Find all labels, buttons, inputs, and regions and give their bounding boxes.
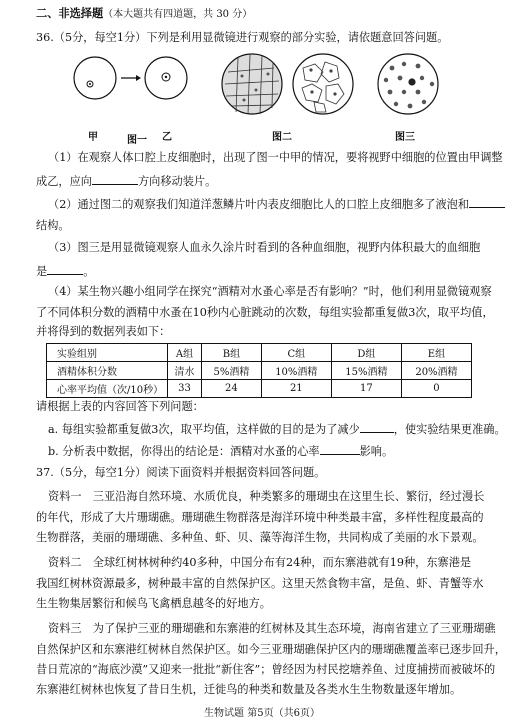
- q36-p2-line1: [48, 196, 508, 212]
- fig3-blood-smear: [378, 54, 438, 114]
- table-row: [47, 380, 472, 398]
- table-cell: E组: [401, 344, 471, 362]
- q37-m1-l1: 资料一 三亚沿海自然环境、水质优良，种类繁多的珊瑚虫在这里生长、繁衍，经过漫长: [48, 490, 485, 503]
- q37-m1-l2: 的年代，形成了大片珊瑚礁。珊瑚礁生物群落是海洋环境中种类最丰富，多样性程度最高的: [36, 511, 484, 524]
- q37-intro: 37.（5分，每空1分）阅读下面资料并根据资料回答问题。: [36, 466, 326, 479]
- table-cell: A组: [168, 344, 202, 362]
- fig1-jia-circle: [74, 57, 116, 99]
- fig-label-yi: 乙: [162, 132, 172, 143]
- q36-p1-line1: （1）在观察人体口腔上皮细胞时，出现了图一中甲的情况，要将视野中细胞的位置由甲调整: [48, 151, 503, 164]
- q36-p4-line1: （4）某生物兴趣小组同学在探究“酒精对水蚤心率是否有影响？”时，他们利用显微镜观察: [48, 285, 492, 298]
- table-cell: 清水: [168, 362, 202, 380]
- q37-m2-l1: 资料二 全球红树林树种约40多种，中国分布有24种，而东寨港就有19种，东寨港是: [48, 556, 472, 569]
- fig1-yi-circle: [145, 57, 187, 99]
- q36-b-text-2: 影响。: [359, 445, 394, 458]
- answer-blank-3: [47, 263, 83, 275]
- answer-blank-5: [320, 443, 360, 455]
- section-title: 二、非选择题: [36, 6, 104, 20]
- answer-blank-4: [360, 421, 394, 433]
- q36-p1-text-a: 成乙，应向: [36, 175, 92, 188]
- data-table: [46, 343, 472, 398]
- q37-m2-l3: 生生物集居繁衍和候鸟飞禽栖息越冬的好地方。: [36, 597, 271, 610]
- q36-p3-line2: [36, 263, 496, 279]
- q36-p2-line2: 结构。: [36, 219, 70, 232]
- table-cell: 0: [401, 380, 471, 398]
- figure-area: [70, 52, 450, 126]
- section-heading: [36, 6, 496, 22]
- table-cell: 33: [168, 380, 202, 398]
- page-footer: 生物试题 第5页（共6页）: [204, 708, 320, 719]
- table-cell: 实验组别: [47, 344, 168, 362]
- table-cell: D组: [331, 344, 401, 362]
- q37-m3-l2: 自然保护区和东寨港红树林自然保护区。如今三亚珊瑚礁保护区内的珊瑚礁覆盖率已逐步回升，: [36, 643, 506, 656]
- table-cell: 酒精体积分数: [47, 362, 168, 380]
- q36-intro: 36.（5分，每空1分）下列是利用显微镜进行观察的部分实验，请依题意回答问题。: [36, 31, 449, 44]
- q36-p3-text-b: 。: [83, 265, 95, 278]
- fig2-cheek-cells: [293, 54, 353, 114]
- table-cell: 心率平均值（次/10秒）: [47, 380, 168, 398]
- fig-label-2: 图二: [272, 132, 292, 143]
- q36-p4-line3: 并将得到的数据列表如下：: [36, 325, 171, 338]
- q37-m1-l3: 生物群落，美丽的珊瑚礁、多种鱼、虾、贝、藻等海洋生物，共同构成了美丽的水下景观。: [36, 531, 484, 544]
- table-cell: 15%酒精: [331, 362, 401, 380]
- fig-label-jia: 甲: [88, 132, 98, 143]
- q36-p4-line2: 了不同体积分数的酒精中水蚤在10秒内心脏跳动的次数，每组实验都重复做3次，取平均值，: [36, 306, 494, 319]
- table-cell: 17: [331, 380, 401, 398]
- fig-label-3: 图三: [395, 132, 415, 143]
- answer-blank-1: [92, 173, 138, 185]
- q36-b-text-1: b. 分析表中数据，你得出的结论是：酒精对水蚤的心率: [48, 445, 320, 458]
- q37-m3-l4: 东寨港红树林也恢复了昔日生机，迁徙鸟的种类和数量及各类水生生物数量逐年增加。: [36, 683, 462, 696]
- q36-a: [48, 421, 508, 437]
- q37-m3-l3: 昔日荒凉的“海底沙漠”又迎来一批批“新住客”；曾经因为村民挖塘养鱼、过度捕捞而被破坏的: [36, 663, 496, 676]
- section-note: （本大题共有四道题，共 30 分）: [103, 9, 253, 20]
- q36-after-table: 请根据上表的内容回答下列问题：: [36, 400, 204, 413]
- fig-label-1: 图一: [127, 135, 147, 146]
- table-cell: 10%酒精: [261, 362, 331, 380]
- q36-a-text-2: ，使实验结果更准确。: [393, 423, 506, 436]
- q36-p1-line2: [36, 173, 496, 189]
- q36-p1-text-b: 方向移动装片。: [137, 175, 217, 188]
- q36-p3-text-a: 是: [36, 265, 48, 278]
- arrow-icon: [121, 75, 141, 81]
- table-cell: 21: [261, 380, 331, 398]
- table-cell: B组: [202, 344, 262, 362]
- q36-p2-text: （2）通过图二的观察我们知道洋葱鳞片叶内表皮细胞比人的口腔上皮细胞多了液泡和: [48, 198, 470, 211]
- table-cell: 20%酒精: [401, 362, 471, 380]
- table-row: [47, 362, 472, 380]
- fig2-onion-cells: [222, 54, 282, 114]
- q37-m2-l2: 我国红树林资源最多，树种最丰富的自然保护区。这里天然食物丰富，是鱼、虾、青蟹等水: [36, 577, 484, 590]
- table-cell: 5%酒精: [202, 362, 262, 380]
- q36-b: [48, 443, 508, 459]
- table-cell: C组: [261, 344, 331, 362]
- q36-a-text-1: a. 每组实验都重复做3次，取平均值，这样做的目的是为了减少: [48, 423, 360, 436]
- answer-blank-2: [469, 196, 505, 208]
- table-cell: 24: [202, 380, 262, 398]
- table-header-row: [47, 344, 472, 362]
- q37-m3-l1: 资料三 为了保护三亚的珊瑚礁和东寨港的红树林及其生态环境，海南省建立了三亚珊瑚礁: [48, 622, 496, 635]
- q36-p3-line1: （3）图三是用显微镜观察人血永久涂片时看到的各种血细胞，视野内体积最大的血细胞: [48, 241, 481, 254]
